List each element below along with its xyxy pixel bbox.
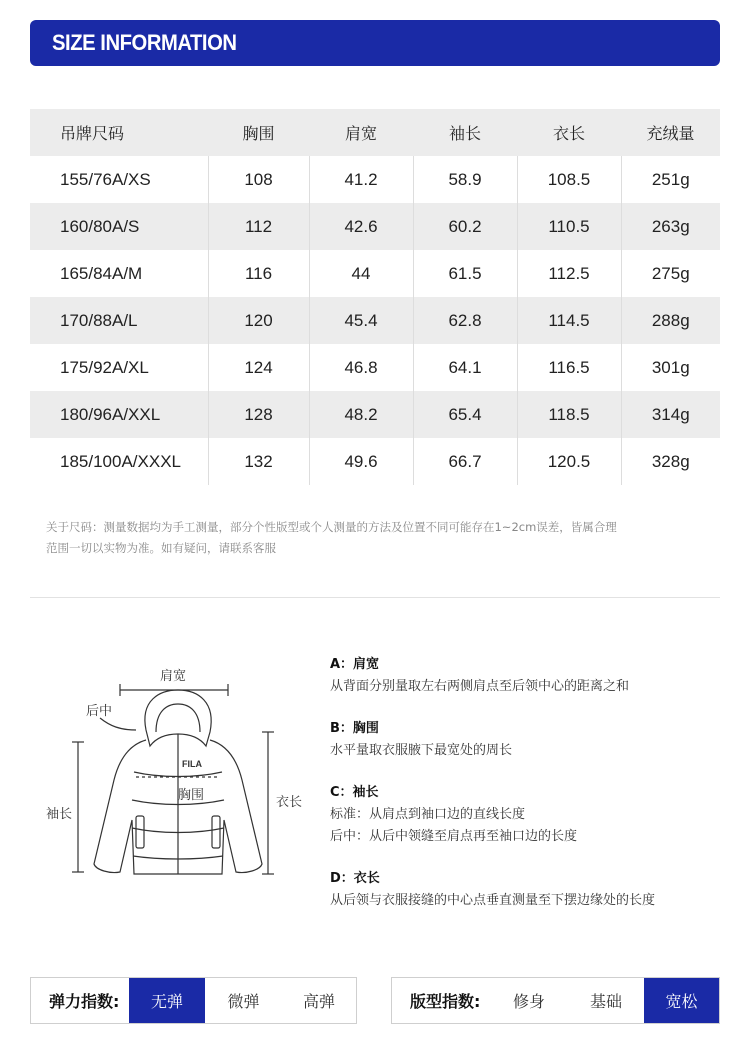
table-cell: 44	[309, 250, 413, 297]
table-row	[30, 156, 720, 203]
elasticity-rating	[30, 977, 357, 1024]
table-cell: 118.5	[517, 391, 621, 438]
definition-title: A：肩宽	[330, 657, 380, 672]
fit-label: 版型指数:	[410, 992, 481, 1011]
fit-option-loose[interactable]: 宽松	[644, 978, 719, 1023]
measurement-note	[46, 517, 718, 559]
table-cell: 66.7	[413, 438, 517, 485]
table-row	[30, 250, 720, 297]
table-cell: 120.5	[517, 438, 621, 485]
definition-shoulder	[330, 654, 730, 698]
table-cell: 263g	[621, 203, 720, 250]
fit-option-regular[interactable]: 基础	[589, 992, 622, 1011]
table-row	[30, 438, 720, 485]
table-cell: 116	[208, 250, 309, 297]
table-cell: 112.5	[517, 250, 621, 297]
definition-title: B：胸围	[330, 721, 379, 736]
fit-option-slim[interactable]: 修身	[512, 992, 545, 1011]
table-cell: 48.2	[309, 391, 413, 438]
table-cell: 45.4	[309, 297, 413, 344]
jacket-diagram	[40, 660, 320, 890]
table-cell: 116.5	[517, 344, 621, 391]
table-cell: 328g	[621, 438, 720, 485]
table-cell: 58.9	[413, 156, 517, 203]
definition-text: 水平量取衣服腋下最宽处的周长	[330, 743, 513, 758]
note-line: 关于尺码：测量数据均为手工测量，部分个性版型或个人测量的方法及位置不同可能存在1~2cm误差，皆属合理	[46, 520, 617, 534]
column-header: 吊牌尺码	[60, 124, 125, 143]
brand-logo: FILA	[182, 759, 202, 769]
table-cell: 124	[208, 344, 309, 391]
table-cell: 112	[208, 203, 309, 250]
table-cell: 64.1	[413, 344, 517, 391]
table-cell: 155/76A/XS	[60, 169, 151, 189]
jacket-outline-icon	[40, 660, 320, 890]
table-cell: 114.5	[517, 297, 621, 344]
table-cell: 185/100A/XXXL	[60, 451, 181, 471]
table-cell: 108	[208, 156, 309, 203]
column-header: 胸围	[242, 124, 275, 143]
length-label: 衣长	[276, 795, 303, 810]
elasticity-option-slight[interactable]: 微弹	[227, 992, 260, 1011]
table-cell: 42.6	[309, 203, 413, 250]
column-header: 充绒量	[646, 124, 695, 143]
definition-chest	[330, 718, 730, 762]
table-cell: 175/92A/XL	[60, 357, 149, 377]
table-row	[30, 297, 720, 344]
table-cell: 61.5	[413, 250, 517, 297]
definition-text: 从背面分别量取左右两侧肩点至后领中心的距离之和	[330, 679, 630, 694]
table-row	[30, 391, 720, 438]
table-row	[30, 344, 720, 391]
column-header: 衣长	[552, 124, 585, 143]
table-cell: 275g	[621, 250, 720, 297]
table-cell: 46.8	[309, 344, 413, 391]
size-table	[30, 109, 720, 485]
column-header: 肩宽	[344, 124, 377, 143]
table-cell: 62.8	[413, 297, 517, 344]
table-cell: 120	[208, 297, 309, 344]
table-cell: 301g	[621, 344, 720, 391]
definition-title: D：衣长	[330, 871, 380, 886]
chest-label: 胸围	[178, 788, 205, 803]
table-cell: 60.2	[413, 203, 517, 250]
table-cell: 160/80A/S	[60, 216, 140, 236]
definition-length	[330, 868, 730, 912]
definition-text: 从后领与衣服接缝的中心点垂直测量至下摆边缘处的长度	[330, 893, 656, 908]
table-cell: 314g	[621, 391, 720, 438]
table-header-row	[30, 109, 720, 156]
shoulder-label: 肩宽	[160, 669, 187, 684]
table-cell: 41.2	[309, 156, 413, 203]
table-cell: 251g	[621, 156, 720, 203]
table-cell: 132	[208, 438, 309, 485]
fit-rating	[391, 977, 720, 1024]
table-cell: 288g	[621, 297, 720, 344]
sleeve-label: 袖长	[46, 807, 73, 822]
elasticity-option-high[interactable]: 高弹	[302, 992, 335, 1011]
elasticity-label: 弹力指数:	[49, 992, 120, 1011]
section-title: SIZE INFORMATION	[52, 30, 237, 55]
header-bar	[30, 20, 720, 66]
definition-text: 标准：从肩点到袖口边的直线长度	[330, 807, 526, 822]
elasticity-option-none[interactable]: 无弹	[129, 978, 205, 1023]
table-cell: 65.4	[413, 391, 517, 438]
table-cell: 165/84A/M	[60, 263, 143, 283]
definition-sleeve	[330, 782, 730, 848]
table-cell: 110.5	[517, 203, 621, 250]
back-center-label: 后中	[86, 704, 113, 719]
measurement-definitions	[330, 654, 730, 932]
definition-title: C：袖长	[330, 785, 379, 800]
divider	[30, 597, 720, 598]
column-header: 袖长	[448, 124, 481, 143]
table-cell: 108.5	[517, 156, 621, 203]
table-cell: 180/96A/XXL	[60, 404, 161, 424]
table-cell: 49.6	[309, 438, 413, 485]
definition-text: 后中：从后中领缝至肩点再至袖口边的长度	[330, 829, 578, 844]
table-cell: 170/88A/L	[60, 310, 138, 330]
note-line: 范围一切以实物为准。如有疑问，请联系客服	[46, 541, 276, 555]
table-row	[30, 203, 720, 250]
table-cell: 128	[208, 391, 309, 438]
